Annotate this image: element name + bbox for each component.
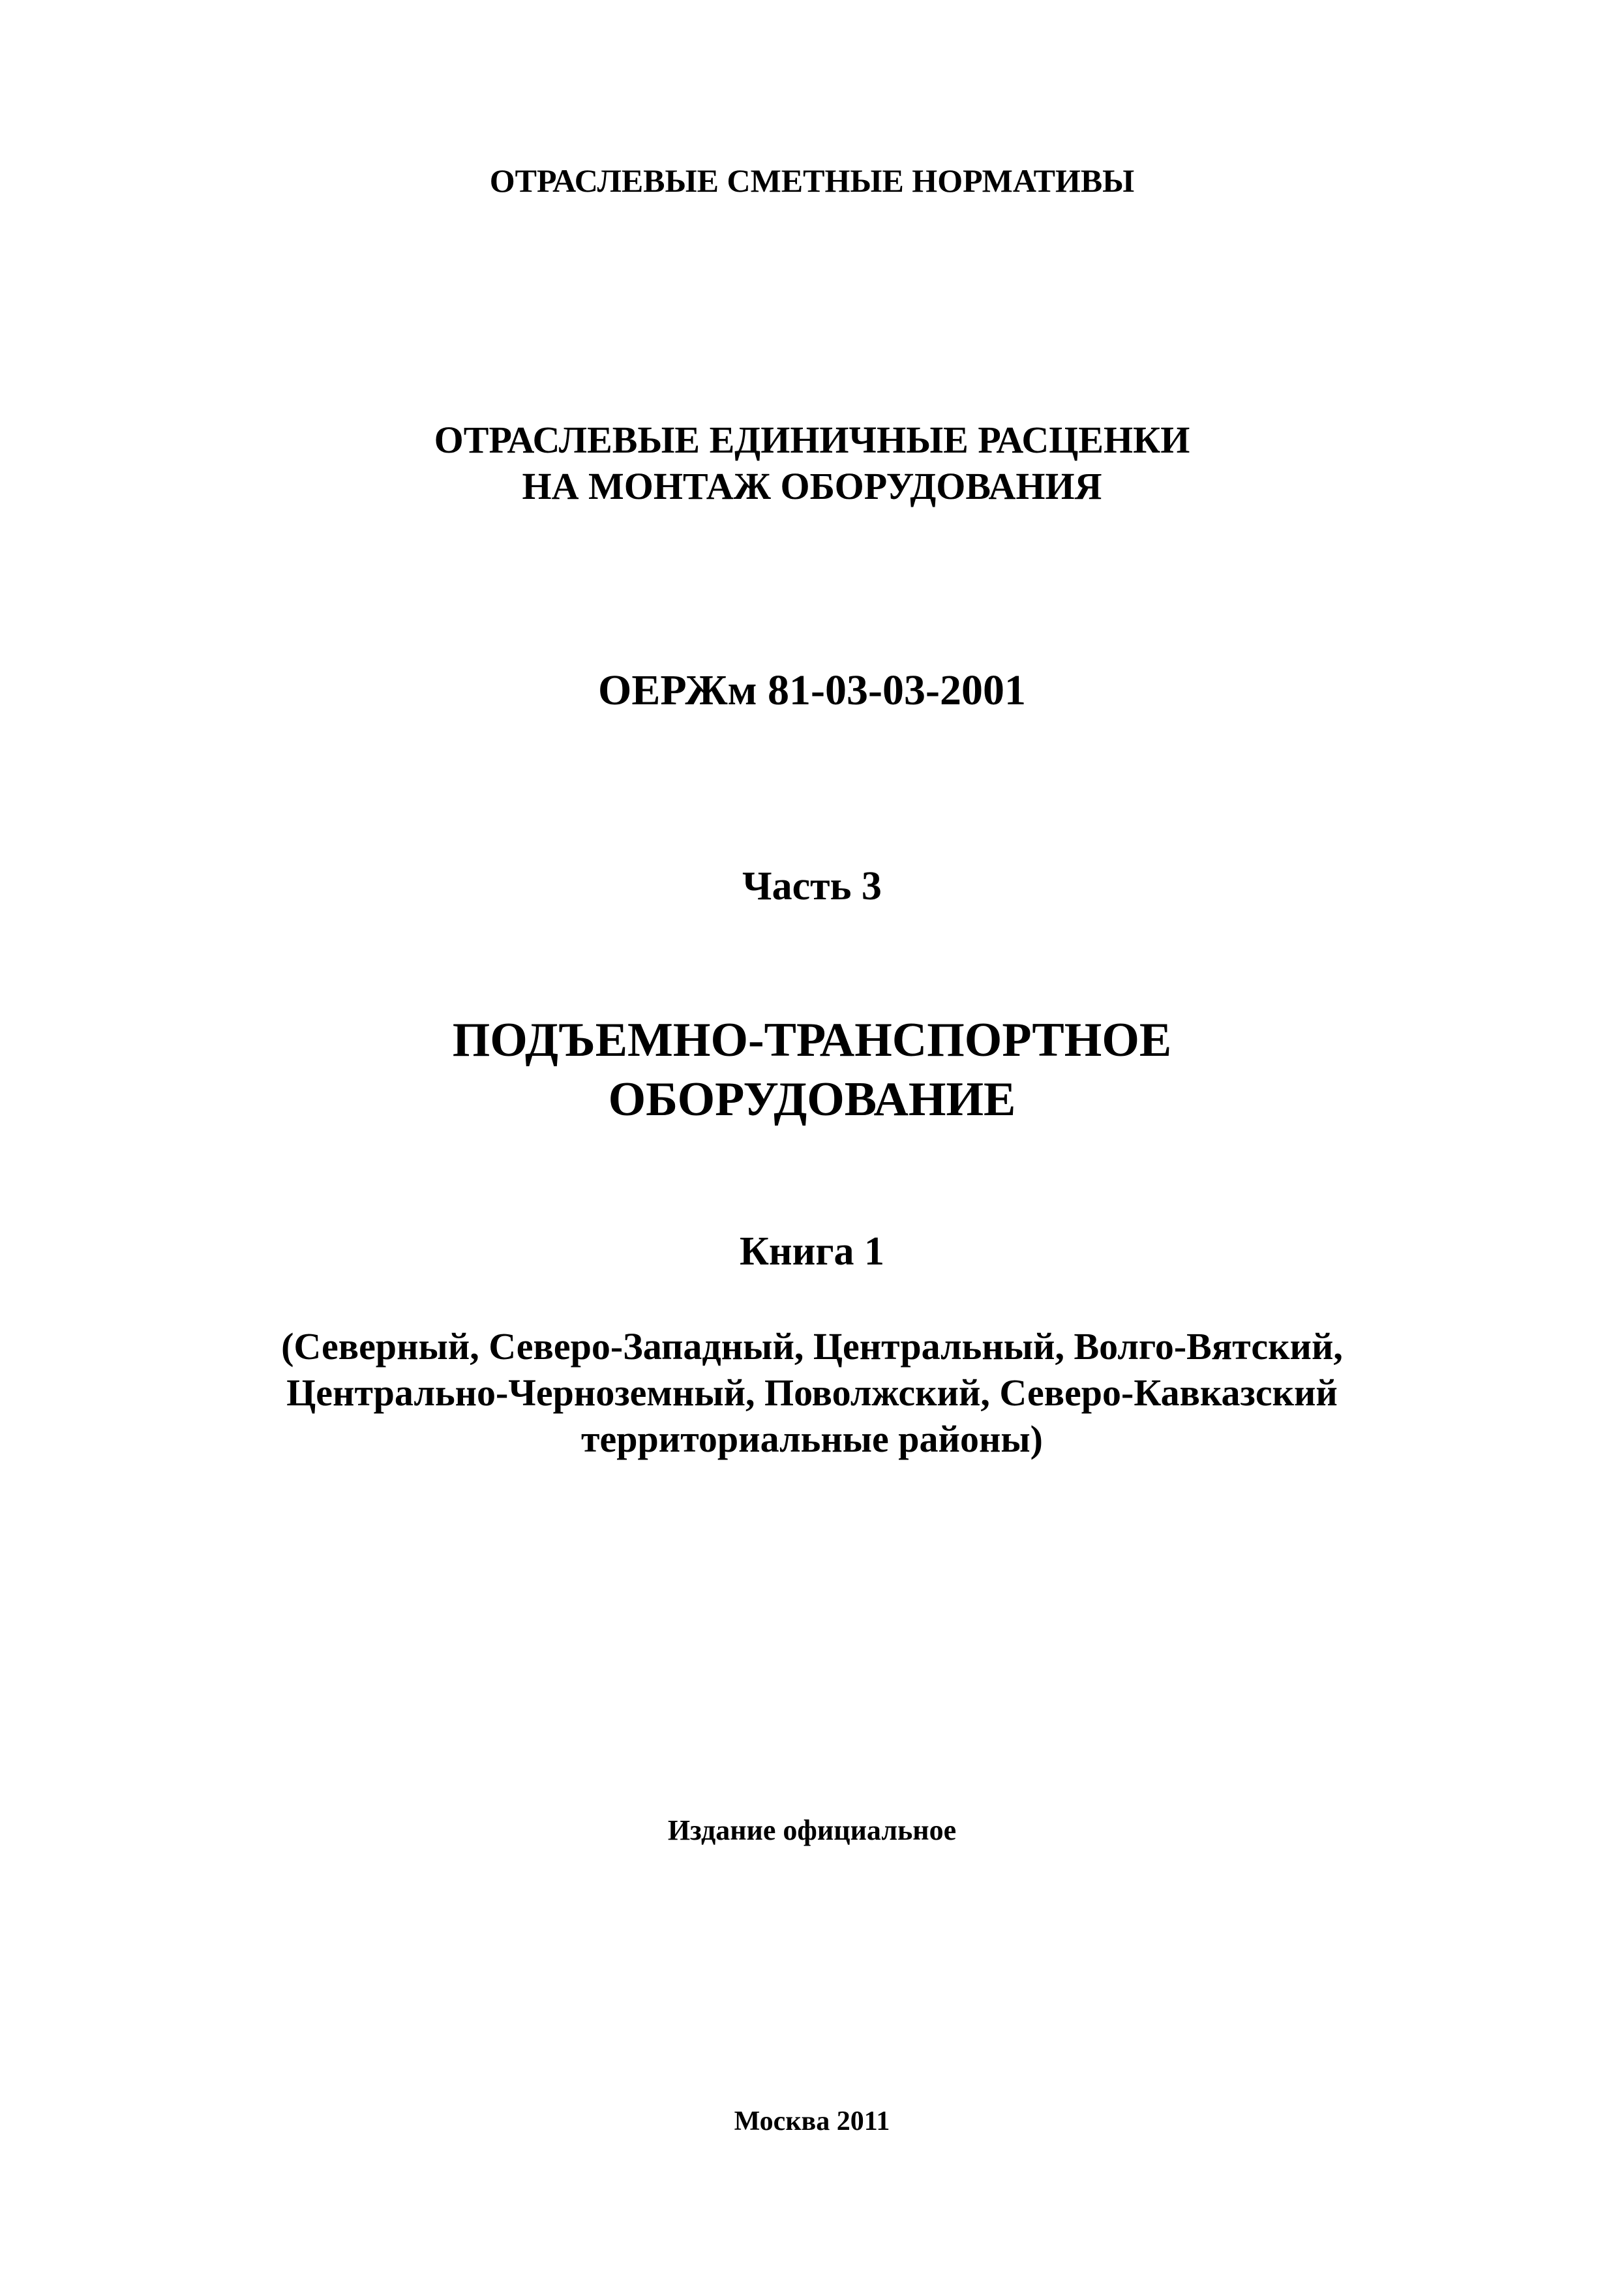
part-number: Часть 3: [742, 864, 882, 908]
subject-heading-line: ОБОРУДОВАНИЕ: [608, 1073, 1016, 1126]
imprint: Москва 2011: [734, 2106, 890, 2136]
document-title-line: НА МОНТАЖ ОБОРУДОВАНИЯ: [522, 465, 1102, 507]
regions-line: (Северный, Северо-Западный, Центральный, Волго-Вятский,: [281, 1325, 1343, 1368]
subject-heading-line: ПОДЪЕМНО-ТРАНСПОРТНОЕ: [452, 1013, 1172, 1067]
regions-line: Центрально-Черноземный, Поволжский, Северо-Кавказский: [286, 1371, 1338, 1414]
series-header: ОТРАСЛЕВЫЕ СМЕТНЫЕ НОРМАТИВЫ: [489, 162, 1135, 199]
document-code: ОЕРЖм 81-03-03-2001: [597, 666, 1026, 714]
edition-label: Издание официальное: [667, 1814, 957, 1846]
document-title-line: ОТРАСЛЕВЫЕ ЕДИНИЧНЫЕ РАСЦЕНКИ: [434, 419, 1190, 461]
regions-line: территориальные районы): [581, 1418, 1043, 1460]
book-number: Книга 1: [739, 1229, 885, 1274]
